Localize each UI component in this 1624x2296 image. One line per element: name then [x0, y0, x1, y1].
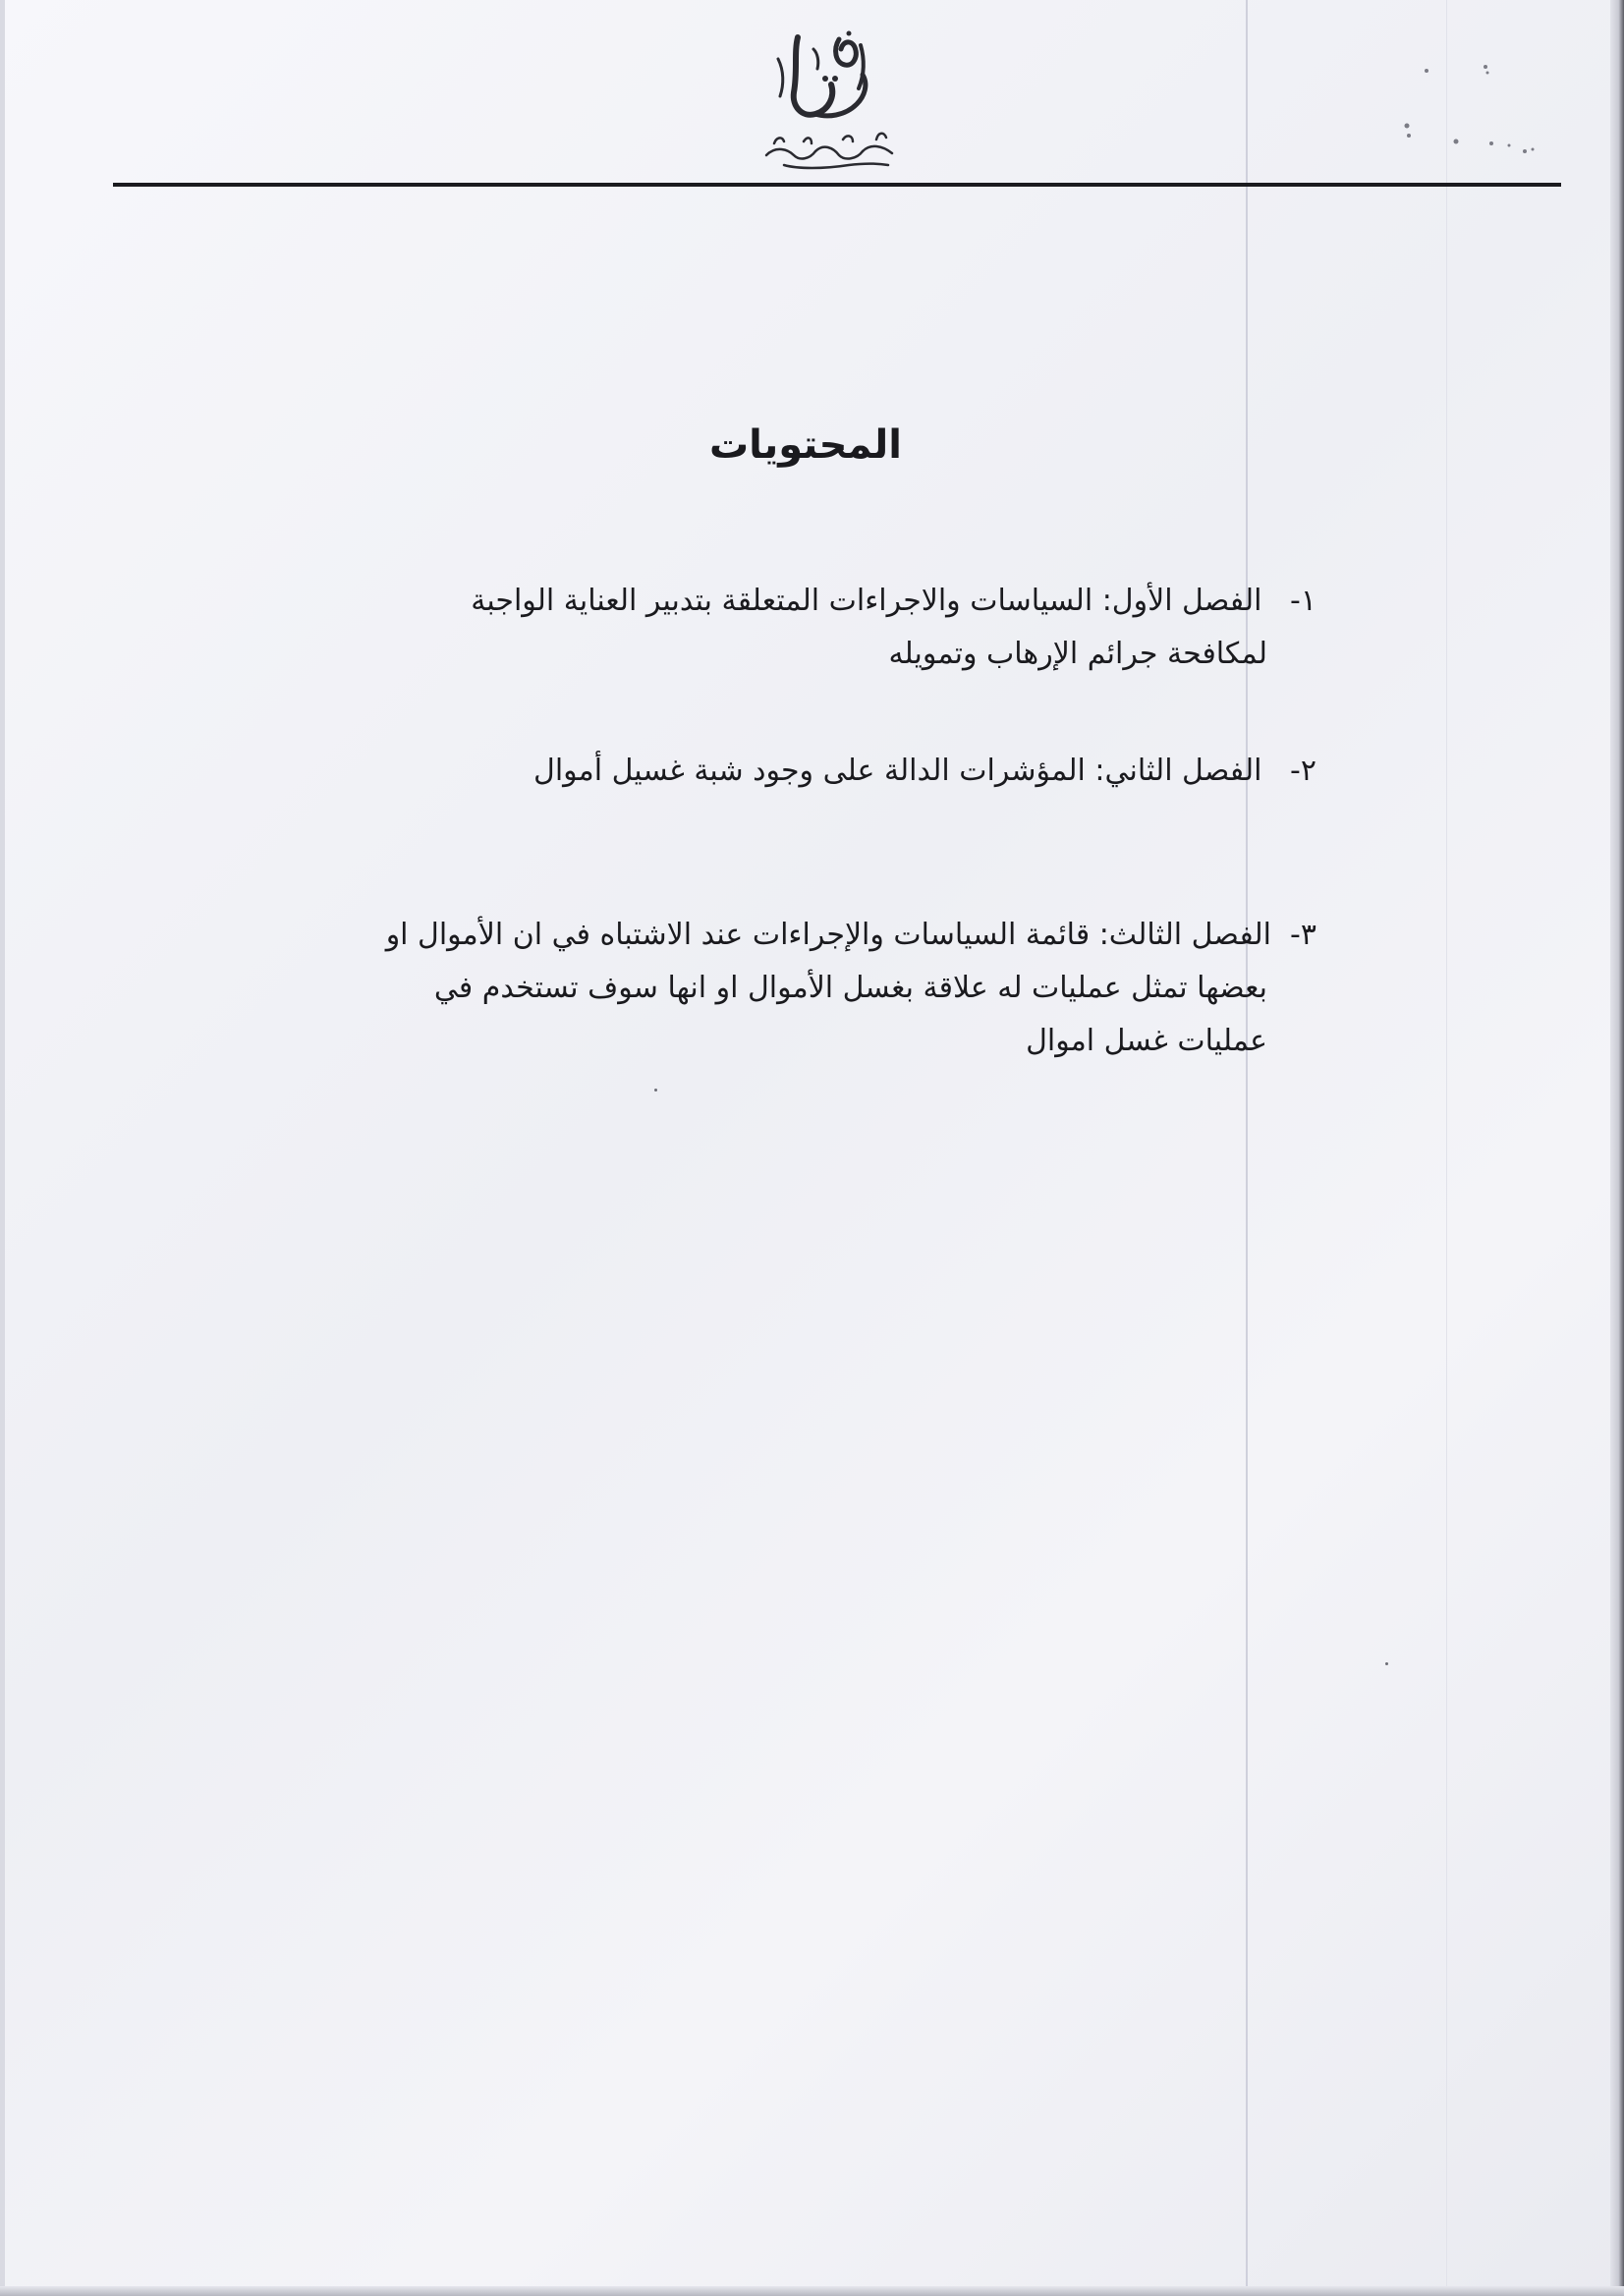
toc-entry-text: الفصل الثاني: المؤشرات الدالة على وجود شبة غسيل أموال: [533, 754, 1262, 788]
toc-title: المحتويات: [708, 422, 902, 468]
scan-speck: [1385, 1662, 1388, 1665]
page-left-edge: [0, 0, 5, 2296]
toc-entry: [314, 745, 1316, 798]
toc-entry-continuation: لمكافحة جرائم الإرهاب وتمويله: [888, 637, 1267, 671]
fold-line: [1246, 0, 1248, 2296]
scan-speck: [654, 1089, 657, 1092]
fold-line-secondary: [1446, 0, 1447, 2296]
toc-entry-text: الفصل الثالث: قائمة السياسات والإجراءات عند الاشتباه في ان الأموال او: [385, 918, 1271, 952]
header-rule: [113, 183, 1561, 187]
corner-marks: [1395, 49, 1552, 167]
page-right-edge: [1610, 0, 1624, 2296]
toc-entry-line: [314, 575, 1316, 628]
toc-entry-line: [314, 745, 1316, 798]
toc-entry-line: [196, 909, 1316, 962]
toc-entry-number: ١-: [1290, 584, 1316, 618]
toc-entry-text: الفصل الأول: السياسات والاجراءات المتعلقة بتدبير العناية الواجبة: [471, 584, 1262, 618]
toc-entry: [314, 575, 1316, 681]
page-bottom-edge: [0, 2286, 1624, 2296]
toc-entry-number: ٢-: [1290, 754, 1316, 788]
calligraphy-logo-icon: [755, 20, 902, 172]
toc-entry-continuation: بعضها تمثل عمليات له علاقة بغسل الأموال او انها سوف تستخدم في: [433, 971, 1267, 1005]
toc-entry-continuation: عمليات غسل اموال: [1026, 1024, 1267, 1058]
toc-entry: [196, 909, 1316, 1068]
toc-entry-number: ٣-: [1290, 918, 1316, 952]
